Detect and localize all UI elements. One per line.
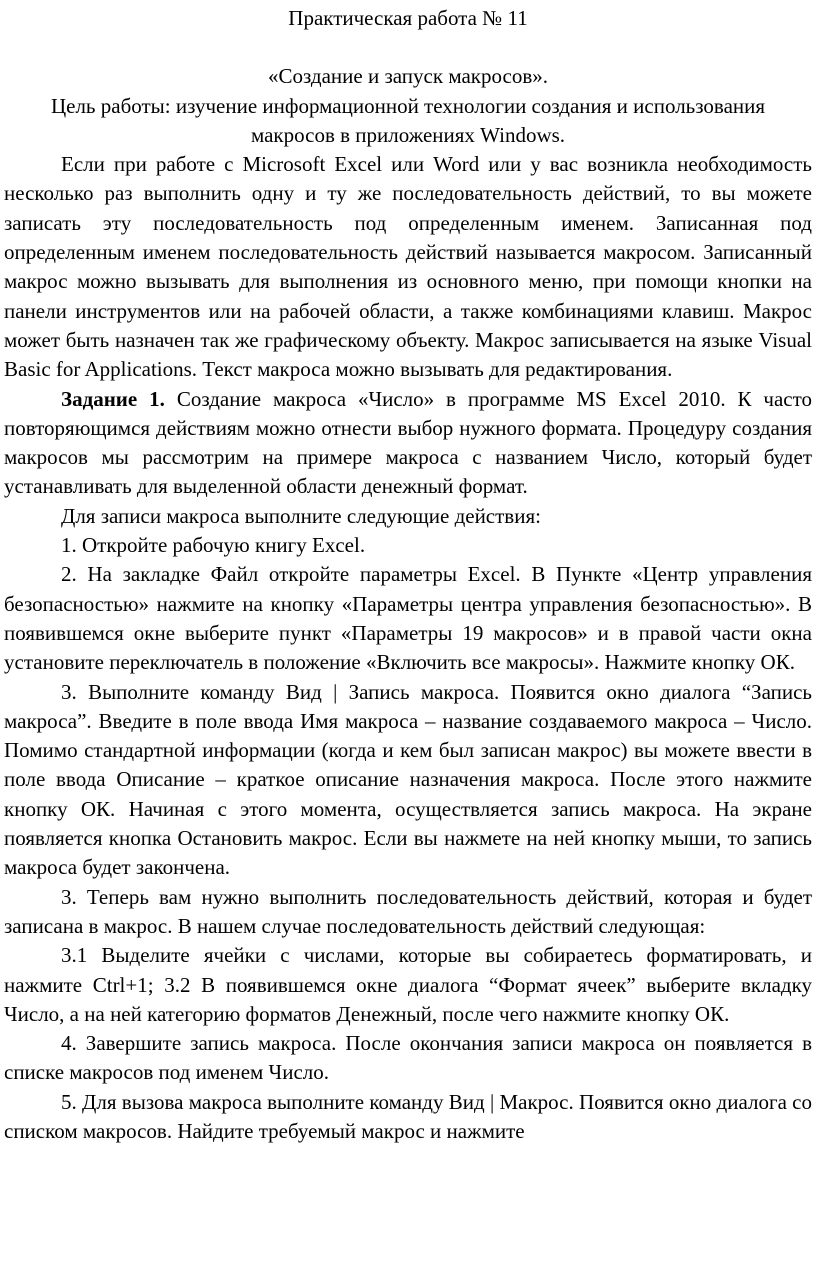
task1-text: Создание макроса «Число» в программе MS Excel 2010. К часто повторяющимся действиям можно отнести выбор нужного формата. Процедуру создания макросов мы рассмотрим на примере макроса с названием Число, который будет устанавливать для выделенной области денежный формат. [4, 386, 812, 499]
task1-label: Задание 1. [61, 386, 165, 411]
step4-paragraph: 4. Завершите запись макроса. После окончания записи макроса он появляется в списке макросов под именем Число. [4, 1031, 812, 1085]
step3-1-paragraph: 3.1 Выделите ячейки с числами, которые вы собираетесь форматировать, и нажмите Ctrl+1; 3.2 В появившемся окне диалога “Формат ячеек” выберите вкладку Число, а на ней категорию форматов Денежный, после чего нажмите кнопку ОК. [4, 943, 812, 1026]
task1-paragraph [4, 385, 812, 502]
step3-paragraph: 3. Выполните команду Вид | Запись макроса. Появится окно диалога “Запись макроса”. Введите в поле ввода Имя макроса – название создаваемого макроса – Число. Помимо стандартной информации (когда и кем был записан макрос) вы можете ввести в поле ввода Описание – краткое описание назначения макроса. После этого нажмите кнопку ОК. Начиная с этого момента, осуществляется запись макроса. На экране появляется кнопка Остановить макрос. Если вы нажмете на ней кнопку мыши, то запись макроса будет закончена. [4, 679, 812, 880]
step1-paragraph: 1. Откройте рабочую книгу Excel. [61, 533, 366, 558]
step3b-paragraph: 3. Теперь вам нужно выполнить последовательность действий, которая и будет записана в макрос. В нашем случае последовательность действий следующая: [4, 884, 812, 938]
steps-intro-paragraph: Для записи макроса выполните следующие действия: [61, 503, 541, 528]
intro-paragraph: Если при работе с Microsoft Excel или Word или у вас возникла необходимость несколько раз выполнить одну и ту же последовательность действий, то вы можете записать эту последовательность под определенным именем. Записанная под определенным именем последовательность действий называется макросом. Записанный макрос можно вызывать для выполнения из основного меню, при помощи кнопки на панели инструментов или на рабочей области, а также комбинациями клавиш. Макрос может быть назначен так же графическому объекту. Макрос записывается на языке Visual Basic for Applications. Текст макроса можно вызывать для редактирования. [4, 152, 812, 382]
step2-paragraph: 2. На закладке Файл откройте параметры Excel. В Пункте «Центр управления безопасностью» нажмите на кнопку «Параметры центра управления безопасностью». В появившемся окне выберите пункт «Параметры 19 макросов» и в правой части окна установите переключатель в положение «Включить все макросы». Нажмите кнопку ОК. [4, 562, 812, 675]
step5-paragraph: 5. Для вызова макроса выполните команду Вид | Макрос. Появится окно диалога со списком макросов. Найдите требуемый макрос и нажмите [4, 1089, 812, 1143]
document-goal: Цель работы: изучение информационной технологии создания и использования макросов в приложениях Windows. [50, 93, 766, 147]
document-title: Практическая работа № 11 [288, 6, 528, 30]
document-topic: «Создание и запуск макросов». [268, 64, 548, 89]
